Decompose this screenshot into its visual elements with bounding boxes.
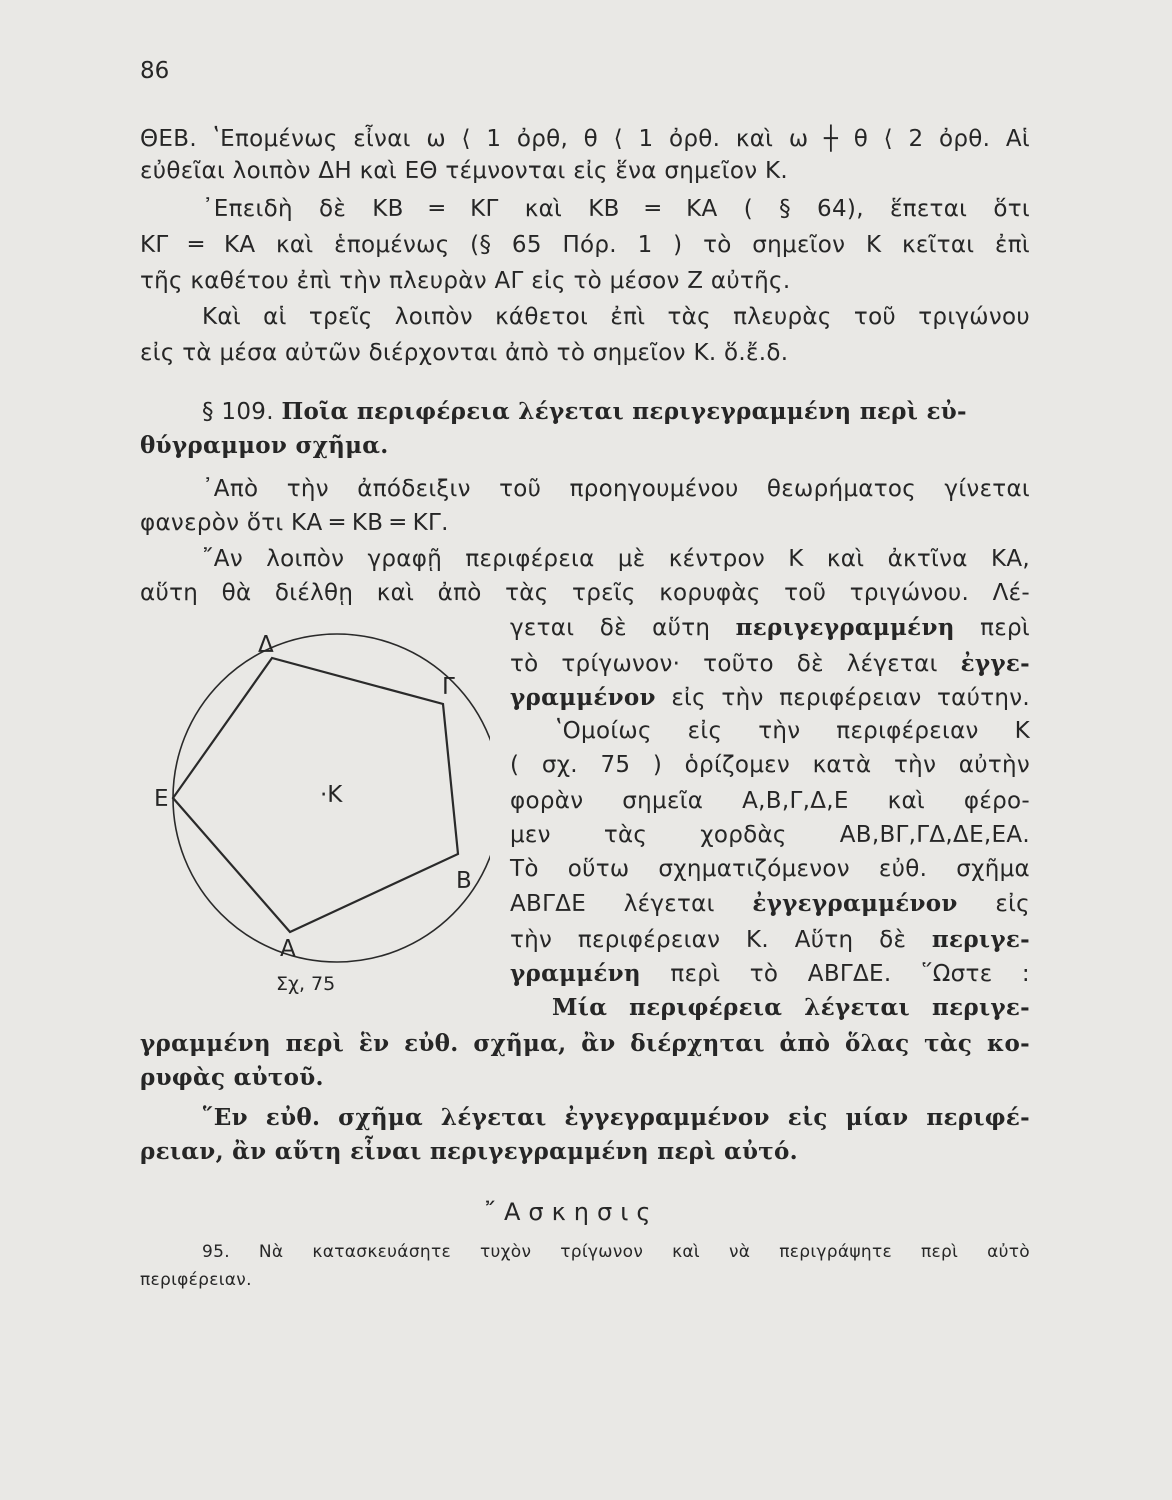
page-number: 86: [140, 58, 170, 84]
definition-line: γραμμένη περὶ ἓν εὐθ. σχῆμα, ἂν διέρχηται ἀπὸ ὅλας τὰς κο-: [140, 1030, 1030, 1057]
definition-line: ρυφὰς αὐτοῦ.: [140, 1064, 324, 1091]
section-number: § 109.: [202, 399, 274, 425]
label-E: Ε: [154, 786, 169, 812]
section-title-cont: θύγραμμον σχῆμα.: [140, 432, 389, 459]
definition-line: ῞Εν εὐθ. σχῆμα λέγεται ἐγγεγραμμένον εἰς μίαν περιφέ-: [202, 1104, 1030, 1131]
figure-caption: Σχ, 75: [276, 973, 336, 995]
proof-line: ΚΓ ═ ΚΑ καὶ ἑπομένως (§ 65 Πόρ. 1 ) τὸ σημεῖον Κ κεῖται ἐπὶ: [140, 232, 1030, 258]
body-line: γραμμένον εἰς τὴν περιφέρειαν ταύτην.: [510, 684, 1030, 711]
label-B: Β: [456, 868, 472, 894]
section-title: Ποῖα περιφέρεια λέγεται περιγεγραμμένη περὶ εὐ-: [281, 398, 967, 425]
body-line: μεν τὰς χορδὰς ΑΒ,ΒΓ,ΓΔ,ΔΕ,ΕΑ.: [510, 822, 1030, 848]
body-line: ΑΒΓΔΕ λέγεται ἐγγεγραμμένον εἰς: [510, 890, 1030, 917]
body-line: ʽΟμοίως εἰς τὴν περιφέρειαν Κ: [555, 718, 1030, 744]
exercise-line: 95. Νὰ κατασκευάσητε τυχὸν τρίγωνον καὶ νὰ περιγράψητε περὶ αὐτὸ: [202, 1242, 1030, 1262]
proof-line: Καὶ αἱ τρεῖς λοιπὸν κάθετοι ἐπὶ τὰς πλευρὰς τοῦ τριγώνου: [202, 304, 1030, 330]
body-line: ῎Αν λοιπὸν γραφῇ περιφέρεια μὲ κέντρον Κ καὶ ἀκτῖνα ΚΑ,: [202, 546, 1030, 572]
pentagon: [173, 658, 458, 932]
body-line: τὴν περιφέρειαν Κ. Αὕτη δὲ περιγε-: [510, 926, 1030, 953]
proof-line: ΘΕΒ. ʽΕπομένως εἶναι ω ⟨ 1 ὀρθ, θ ⟨ 1 ὀρθ. καὶ ω ┼ θ ⟨ 2 ὀρθ. Αἱ: [140, 126, 1030, 152]
exercise-line: περιφέρειαν.: [140, 1270, 252, 1290]
body-line: φανερὸν ὅτι ΚΑ ═ ΚΒ ═ ΚΓ.: [140, 510, 449, 536]
label-G: Γ: [442, 674, 455, 700]
body-line: ᾿Απὸ τὴν ἀπόδειξιν τοῦ προηγουμένου θεωρήματος γίνεται: [202, 476, 1030, 502]
body-line: γραμμένη περὶ τὸ ΑΒΓΔΕ. ῞Ωστε :: [510, 960, 1030, 987]
definition-line: Μία περιφέρεια λέγεται περιγε-: [552, 994, 1030, 1021]
proof-line: τῆς καθέτου ἐπὶ τὴν πλευρὰν ΑΓ εἰς τὸ μέσον Ζ αὐτῆς.: [140, 268, 791, 294]
proof-line: εὐθεῖαι λοιπὸν ΔΗ καὶ ΕΘ τέμνονται εἰς ἕνα σημεῖον Κ.: [140, 158, 789, 184]
body-line: αὕτη θὰ διέλθῃ καὶ ἀπὸ τὰς τρεῖς κορυφὰς τοῦ τριγώνου. Λέ-: [140, 580, 1030, 606]
proof-line: ᾿Επειδὴ δὲ ΚΒ ═ ΚΓ καὶ ΚΒ ═ ΚΑ ( § 64), ἕπεται ὅτι: [202, 196, 1030, 222]
label-D: Δ: [258, 632, 274, 658]
label-K: ·Κ: [320, 782, 343, 808]
body-line: γεται δὲ αὕτη περιγεγραμμένη περὶ: [510, 614, 1030, 641]
body-line: Τὸ οὕτω σχηματιζόμενον εὐθ. σχῆμα: [510, 856, 1030, 882]
body-line: φορὰν σημεῖα Α,Β,Γ,Δ,Ε καὶ φέρο-: [510, 788, 1030, 814]
proof-line: εἰς τὰ μέσα αὐτῶν διέρχονται ἀπὸ τὸ σημεῖον Κ. ὅ.ἔ.δ.: [140, 340, 789, 366]
exercise-heading: ῎Ασκησις: [484, 1198, 659, 1226]
figure-75: [150, 630, 490, 1000]
section-heading: [202, 398, 1030, 425]
body-line: τὸ τρίγωνον· τοῦτο δὲ λέγεται ἐγγε-: [510, 650, 1030, 677]
definition-line: ρειαν, ἂν αὕτη εἶναι περιγεγραμμένη περὶ αὐτό.: [140, 1138, 798, 1165]
label-A: Α: [280, 936, 296, 962]
body-line: ( σχ. 75 ) ὁρίζομεν κατὰ τὴν αὐτὴν: [510, 752, 1030, 778]
